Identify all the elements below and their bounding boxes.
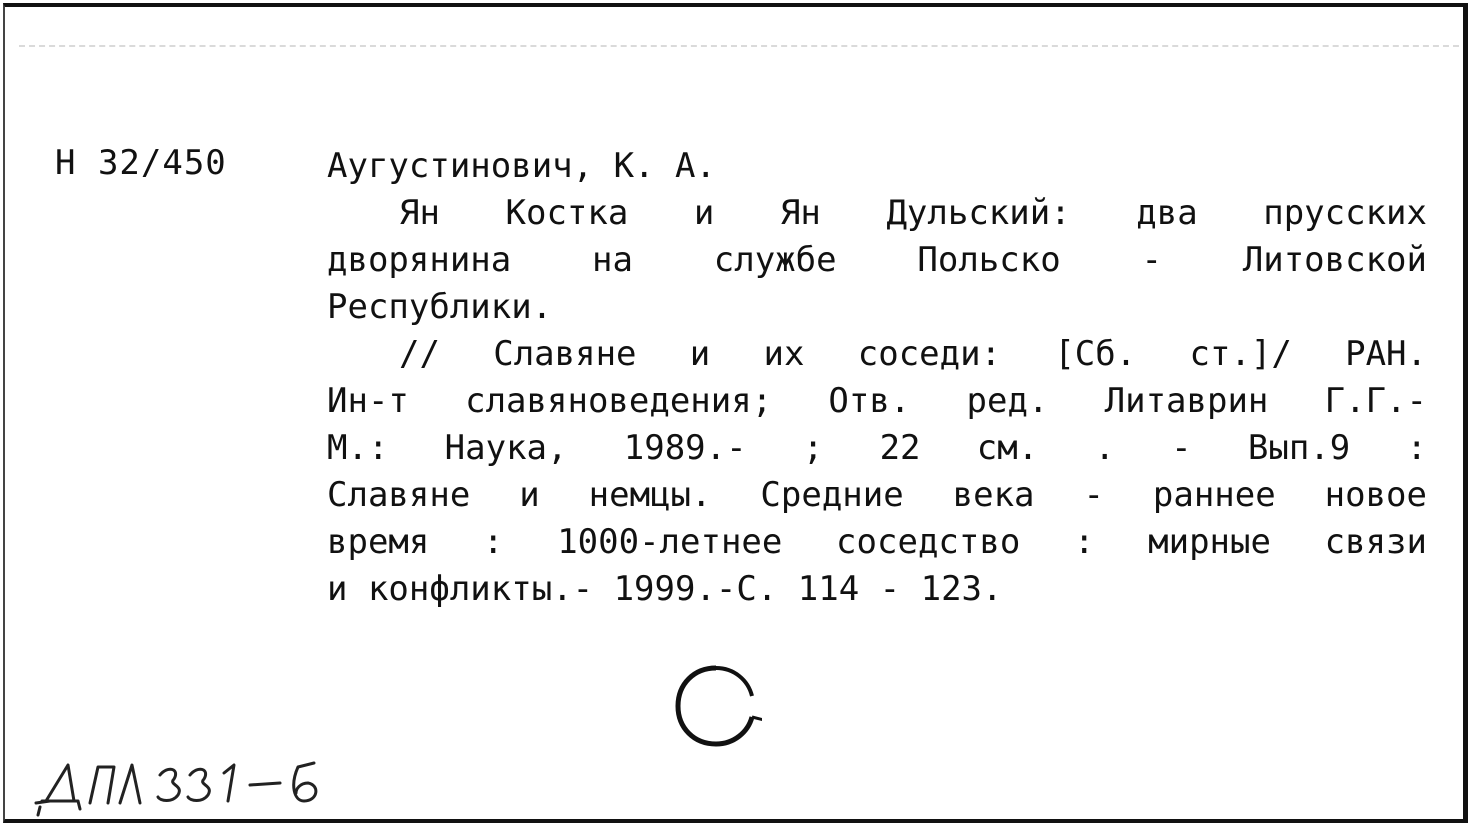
perforation-line — [19, 45, 1459, 47]
title-line-3: Республики. — [327, 287, 553, 327]
title-line-2: дворянина на службе Польско - Литовской — [327, 240, 1427, 280]
source-line-5: время : 1000-летнее соседство : мирные связи — [327, 522, 1427, 562]
shelfmark: Н 32/450 — [55, 143, 227, 183]
source-line-2: Ин-т славяноведения; Отв. ред. Литаврин Г.Г.- — [327, 381, 1427, 421]
source-line-3: М.: Наука, 1989.- ; 22 см. . - Вып.9 : — [327, 428, 1427, 468]
author-line: Аугустинович, К. А. — [327, 146, 716, 186]
punch-hole-icon — [672, 662, 762, 750]
source-line-4: Славяне и немцы. Средние века - раннее новое — [327, 475, 1427, 515]
source-line-6: и конфликты.- 1999.-С. 114 - 123. — [327, 569, 1003, 609]
source-line-1: // Славяне и их соседи: [Сб. ст.]/ РАН. — [399, 334, 1427, 374]
handwritten-call-number — [28, 745, 348, 825]
bibliographic-entry — [327, 143, 1427, 613]
title-line-1: Ян Костка и Ян Дульский: два прусских — [399, 193, 1427, 233]
